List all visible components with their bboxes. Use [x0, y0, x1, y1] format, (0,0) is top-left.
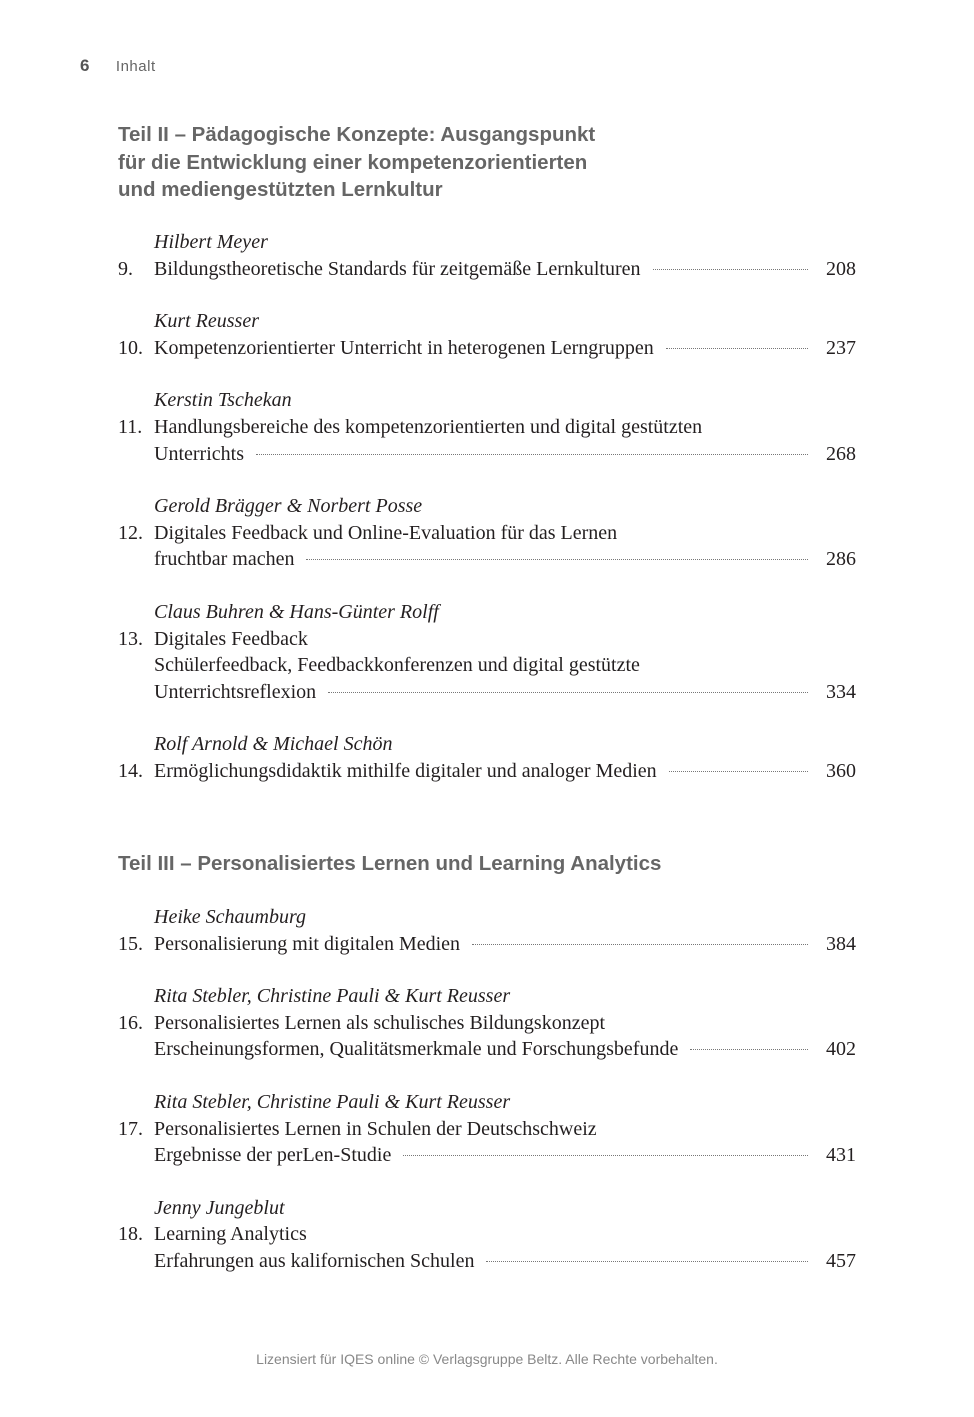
- chapter-author: Rolf Arnold & Michael Schön: [154, 733, 393, 756]
- chapter-title-line: [118, 1116, 856, 1143]
- chapter-author: Hilbert Meyer: [154, 231, 268, 253]
- part-heading: [118, 121, 818, 204]
- chapter-number: 12.: [118, 521, 143, 544]
- part-heading-line: für die Entwicklung einer kompetenzorientierten: [118, 150, 588, 174]
- chapter-number: 10.: [118, 336, 143, 359]
- chapter-number: 16.: [118, 1011, 143, 1034]
- dot-leader: [486, 1261, 808, 1262]
- chapter-author: Heike Schaumburg: [154, 906, 306, 928]
- dot-leader: [653, 269, 808, 270]
- dot-leader: [403, 1155, 808, 1156]
- toc-entry[interactable]: [118, 904, 856, 957]
- chapter-title[interactable]: Unterrichts: [154, 442, 244, 465]
- chapter-title-line: [118, 546, 856, 573]
- dot-leader: [669, 771, 808, 772]
- chapter-number: 14.: [118, 759, 143, 782]
- part-heading: [118, 850, 818, 878]
- chapter-title-line: [118, 520, 856, 547]
- chapter-title-line: [118, 1036, 856, 1063]
- chapter-title[interactable]: Handlungsbereiche des kompetenzorientierten und digital gestützten: [154, 415, 703, 438]
- chapter-author: Rita Stebler, Christine Pauli & Kurt Reusser: [154, 1090, 511, 1113]
- dot-leader: [666, 348, 808, 349]
- chapter-title-line: [118, 256, 856, 283]
- toc-entry[interactable]: [118, 983, 856, 1063]
- toc-list: [118, 229, 856, 811]
- chapter-page-number[interactable]: 208: [826, 257, 856, 280]
- chapter-title[interactable]: Personalisierung mit digitalen Medien: [154, 932, 461, 955]
- chapter-title-line: [118, 1010, 856, 1037]
- chapter-title[interactable]: Unterrichtsreflexion: [154, 680, 317, 703]
- chapter-author: Kerstin Tschekan: [154, 389, 292, 412]
- dot-leader: [256, 454, 808, 455]
- chapter-title[interactable]: Personalisiertes Lernen als schulisches Bildungskonzept: [154, 1011, 606, 1034]
- dot-leader: [328, 692, 808, 693]
- chapter-author: Claus Buhren & Hans-Günter Rolff: [154, 600, 439, 623]
- chapter-title-line: [118, 335, 856, 362]
- chapter-page-number[interactable]: 360: [826, 759, 856, 782]
- chapter-title[interactable]: Kompetenzorientierter Unterricht in heterogenen Lerngruppen: [154, 336, 654, 359]
- chapter-title[interactable]: Ermöglichungsdidaktik mithilfe digitaler und analoger Medien: [154, 759, 657, 782]
- chapter-page-number[interactable]: 402: [826, 1038, 856, 1061]
- chapter-number: 9.: [118, 257, 133, 280]
- chapter-author: Gerold Brägger & Norbert Posse: [154, 495, 423, 518]
- chapter-title-line: [118, 679, 856, 706]
- chapter-number: 15.: [118, 932, 143, 955]
- chapter-title[interactable]: Personalisiertes Lernen in Schulen der Deutschschweiz: [154, 1117, 597, 1140]
- chapter-title-line: [118, 1142, 856, 1169]
- chapter-title[interactable]: Erfahrungen aus kalifornischen Schulen: [154, 1249, 475, 1272]
- chapter-title[interactable]: Learning Analytics: [154, 1223, 307, 1246]
- toc-entry[interactable]: [118, 229, 856, 282]
- chapter-title-line: [118, 414, 856, 441]
- toc-list: [118, 904, 856, 1301]
- chapter-title-line: [118, 441, 856, 468]
- chapter-title-line: [118, 1221, 856, 1248]
- chapter-page-number[interactable]: 431: [826, 1144, 856, 1167]
- part-heading-line: Teil II – Pädagogische Konzepte: Ausgangspunkt: [118, 123, 596, 146]
- chapter-author: Kurt Reusser: [154, 310, 259, 333]
- part-heading-line: und mediengestützten Lernkultur: [118, 178, 443, 201]
- toc-entry[interactable]: [118, 599, 856, 705]
- chapter-number: 13.: [118, 627, 143, 650]
- chapter-title-line: [118, 652, 856, 679]
- toc-entry[interactable]: [118, 1195, 856, 1275]
- license-footer: Lizensiert für IQES online © Verlagsgruppe Beltz. Alle Rechte vorbehalten.: [256, 1351, 718, 1367]
- chapter-author: Rita Stebler, Christine Pauli & Kurt Reusser: [154, 985, 511, 1008]
- chapter-page-number[interactable]: 268: [826, 442, 856, 465]
- running-header: [80, 56, 156, 76]
- chapter-title-line: [118, 758, 856, 785]
- chapter-title[interactable]: fruchtbar machen: [154, 548, 295, 571]
- toc-entry[interactable]: [118, 387, 856, 467]
- chapter-page-number[interactable]: 457: [826, 1249, 856, 1272]
- chapter-title[interactable]: Digitales Feedback: [154, 627, 308, 650]
- chapter-number: 17.: [118, 1117, 143, 1140]
- chapter-author: Jenny Jungeblut: [154, 1196, 285, 1219]
- chapter-page-number[interactable]: 286: [826, 548, 856, 571]
- chapter-title[interactable]: Ergebnisse der perLen-Studie: [154, 1144, 392, 1167]
- part-heading-line: Teil III – Personalisiertes Lernen und Learning Analytics: [118, 852, 662, 875]
- chapter-title[interactable]: Schülerfeedback, Feedbackkonferenzen und digital gestützte: [154, 654, 640, 677]
- toc-entry[interactable]: [118, 1089, 856, 1169]
- dot-leader: [306, 559, 808, 560]
- toc-entry[interactable]: [118, 308, 856, 361]
- toc-entry[interactable]: [118, 493, 856, 573]
- page-number: 6: [80, 56, 90, 75]
- chapter-title[interactable]: Bildungstheoretische Standards für zeitgemäße Lernkulturen: [154, 257, 641, 280]
- dot-leader: [472, 944, 808, 945]
- chapter-number: 11.: [118, 415, 143, 438]
- dot-leader: [690, 1049, 808, 1050]
- running-title: Inhalt: [115, 58, 156, 75]
- chapter-title-line: [118, 1248, 856, 1275]
- chapter-title-line: [118, 626, 856, 653]
- chapter-page-number[interactable]: 334: [826, 680, 856, 703]
- chapter-number: 18.: [118, 1223, 143, 1246]
- chapter-title[interactable]: Erscheinungsformen, Qualitätsmerkmale und Forschungsbefunde: [154, 1038, 679, 1061]
- chapter-title[interactable]: Digitales Feedback und Online-Evaluation für das Lernen: [154, 521, 618, 544]
- chapter-title-line: [118, 931, 856, 958]
- chapter-page-number[interactable]: 384: [826, 932, 856, 955]
- chapter-page-number[interactable]: 237: [826, 336, 856, 359]
- toc-entry[interactable]: [118, 731, 856, 784]
